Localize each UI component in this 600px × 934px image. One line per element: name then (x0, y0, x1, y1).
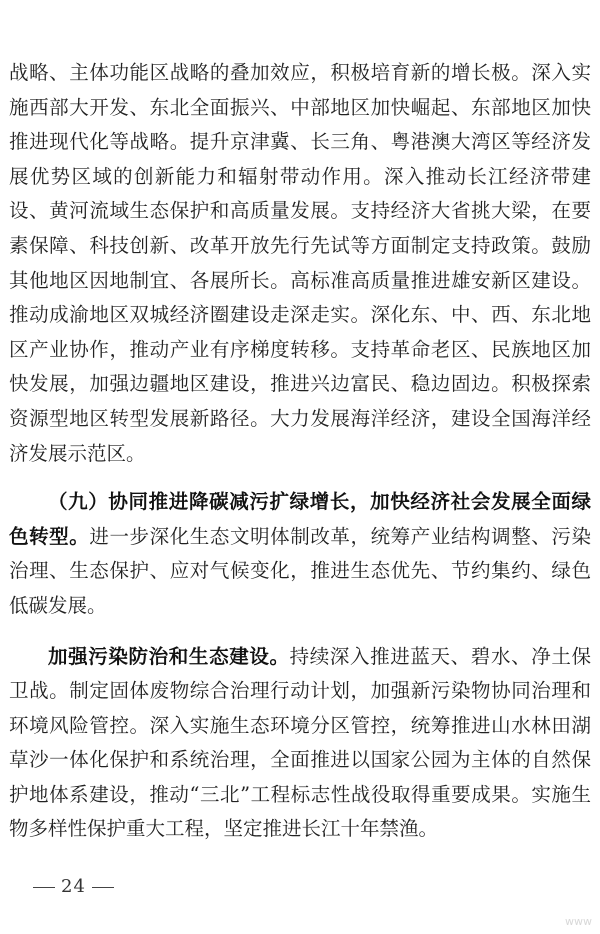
page-footer (27, 876, 120, 897)
watermark: www (565, 915, 592, 928)
paragraph-regional-strategy: 战略、主体功能区战略的叠加效应，积极培育新的增长极。深入实施西部大开发、东北全面振兴、中部地区加快崛起、东部地区加快推进现代化等战略。提升京津冀、长三角、粤港澳大湾区等经济发展优势区域的创新能力和辐射带动作用。深入推动长江经济带建设、黄河流域生态保护和高质量发展。支持经济大省挑大梁，在要素保障、科技创新、改革开放先行先试等方面制定支持政策。鼓励其他地区因地制宜、各展所长。高标准高质量推进雄安新区建设。推动成渝地区双城经济圈建设走深走实。深化东、中、西、东北地区产业协作，推动产业有序梯度转移。支持革命老区、民族地区加快发展，加强边疆地区建设，推进兴边富民、稳边固边。积极探索资源型地区转型发展新路径。大力发展海洋经济，建设全国海洋经济发展示范区。 (9, 61, 591, 465)
page-number: 24 (61, 876, 86, 897)
footer-left-dash (33, 887, 55, 888)
paragraph-pollution-control (9, 640, 591, 848)
section-9-heading: （九）协同推进降碳减污扩绿增长，加快经济社会发展全面绿色转型。 (9, 490, 591, 548)
paragraph-green-transition (9, 485, 591, 623)
pollution-heading: 加强污染防治和生态建设。 (48, 644, 290, 668)
pollution-body: 持续深入推进蓝天、碧水、净土保卫战。制定固体废物综合治理行动计划，加强新污染物协同治理和环境风险管控。深入实施生态环境分区管控，统筹推进山水林田湖草沙一体化保护和系统治理，全面推进以国家公园为主体的自然保护地体系建设，推动“三北”工程标志性战役取得重要成果。实施生物多样性保护重大工程，坚定推进长江十年禁渔。 (9, 644, 591, 841)
section-9-body: 进一步深化生态文明体制改革，统筹产业结构调整、污染治理、生态保护、应对气候变化，推进生态优先、节约集约、绿色低碳发展。 (9, 524, 591, 617)
document-body (9, 56, 591, 847)
footer-right-dash (92, 887, 114, 888)
